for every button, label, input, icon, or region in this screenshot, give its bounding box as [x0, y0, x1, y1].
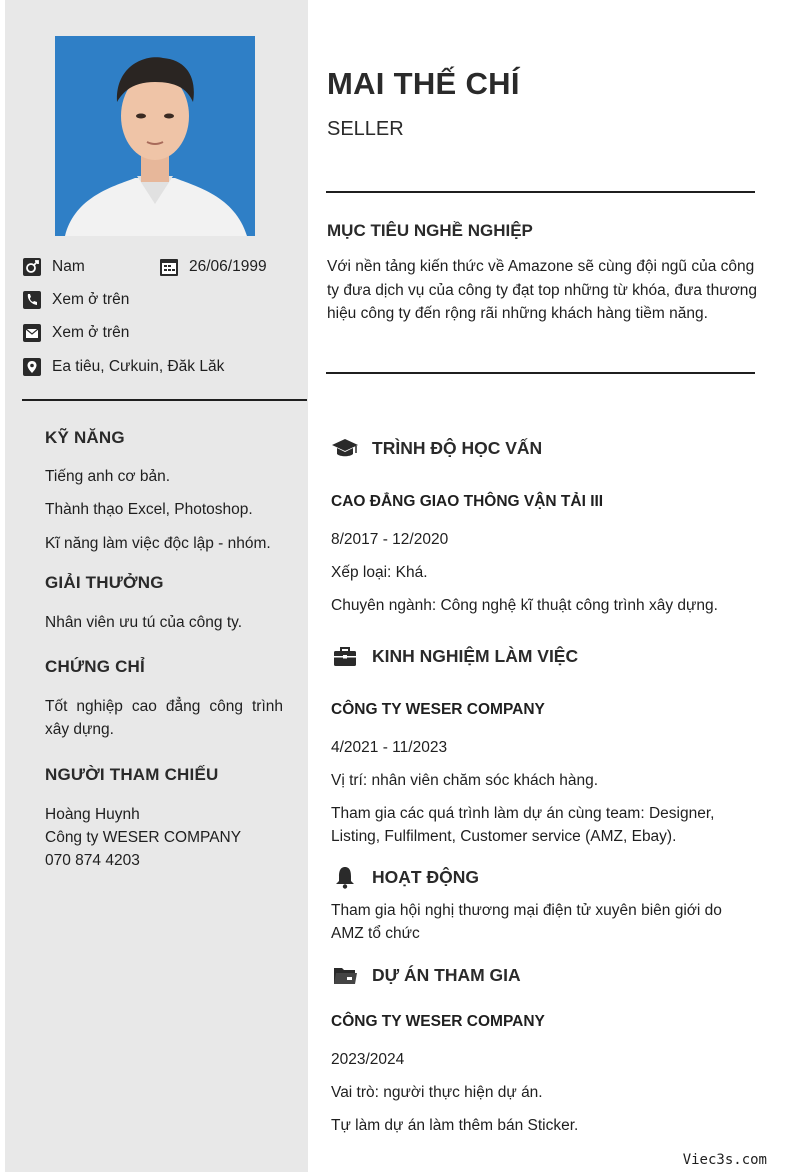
- reference-phone: 070 874 4203: [45, 852, 140, 869]
- skills-title: KỸ NĂNG: [45, 428, 125, 447]
- reference-company: Công ty WESER COMPANY: [45, 829, 242, 846]
- birthdate-row: [159, 255, 267, 279]
- activities-title: HOẠT ĐỘNG: [372, 866, 479, 887]
- folder-icon: [331, 961, 359, 989]
- projects-heading: [331, 961, 521, 989]
- education-major: Chuyên ngành: Công nghệ kĩ thuật công trình xây dựng.: [331, 597, 718, 614]
- skill-item: Tiếng anh cơ bản.: [45, 468, 171, 485]
- objective-text: Với nền tảng kiến thức về Amazone sẽ cùng đội ngũ của công ty đưa dịch vụ của công ty đạt top những từ khóa, đưa thương hiệu công ty đến rộng rãi những khách hàng tiềm năng.: [327, 258, 757, 322]
- certificate-item: Tốt nghiệp cao đẳng công trình xây dựng.: [45, 698, 283, 738]
- experience-description: Tham gia các quá trình làm dự án cùng team: Designer, Listing, Fulfilment, Customer service (AMZ, Ebay).: [331, 805, 715, 845]
- skill-item: Kĩ năng làm việc độc lập - nhóm.: [45, 535, 271, 552]
- education-period: 8/2017 - 12/2020: [331, 531, 449, 548]
- gender-icon: [22, 257, 42, 277]
- reference-person: Hoàng Huynh: [45, 806, 140, 823]
- experience-position: Vị trí: nhân viên chăm sóc khách hàng.: [331, 772, 599, 789]
- projects-title: DỰ ÁN THAM GIA: [372, 964, 521, 985]
- gender-text: Nam: [52, 258, 85, 275]
- address-text: Ea tiêu, Cưkuin, Đăk Lăk: [52, 358, 225, 375]
- projects-role: Vai trò: người thực hiện dự án.: [331, 1084, 543, 1101]
- education-school: CAO ĐẲNG GIAO THÔNG VẬN TẢI III: [331, 493, 604, 510]
- graduation-cap-icon: [331, 434, 359, 462]
- experience-title: KINH NGHIỆM LÀM VIỆC: [372, 645, 579, 666]
- activities-text: Tham gia hội nghị thương mại điện tử xuyên biên giới do AMZ tổ chức: [331, 902, 722, 942]
- education-title: TRÌNH ĐỘ HỌC VẤN: [372, 437, 543, 458]
- envelope-icon: [22, 323, 42, 343]
- phone-icon: [22, 290, 42, 310]
- briefcase-icon: [331, 642, 359, 670]
- education-heading: [331, 434, 542, 462]
- candidate-name: MAI THẾ CHÍ: [327, 66, 520, 101]
- activities-heading: [331, 863, 479, 891]
- experience-heading: [331, 642, 578, 670]
- profile-photo: [55, 36, 255, 236]
- bell-icon: [331, 863, 359, 891]
- award-item: Nhân viên ưu tú của công ty.: [45, 614, 243, 631]
- objective-divider: [326, 372, 755, 374]
- email-row: [22, 321, 129, 345]
- experience-period: 4/2021 - 11/2023: [331, 739, 448, 756]
- certificates-title: CHỨNG CHỈ: [45, 657, 145, 676]
- candidate-role: SELLER: [327, 118, 404, 140]
- projects-task: Tự làm dự án làm thêm bán Sticker.: [331, 1117, 579, 1134]
- birthdate-text: 26/06/1999: [189, 258, 267, 275]
- phone-text: Xem ở trên: [52, 291, 130, 308]
- phone-row: [22, 288, 129, 312]
- awards-title: GIẢI THƯỞNG: [45, 573, 164, 592]
- projects-company: CÔNG TY WESER COMPANY: [331, 1013, 545, 1030]
- skill-item: Thành thạo Excel, Photoshop.: [45, 501, 253, 518]
- calendar-icon: [159, 257, 179, 277]
- education-grade: Xếp loại: Khá.: [331, 564, 428, 581]
- map-pin-icon: [22, 357, 42, 377]
- sidebar-divider: [22, 399, 307, 401]
- address-row: [22, 355, 224, 379]
- header-divider: [326, 191, 755, 193]
- projects-period: 2023/2024: [331, 1051, 405, 1068]
- watermark: Viec3s.com: [682, 1152, 767, 1168]
- experience-company: CÔNG TY WESER COMPANY: [331, 701, 545, 718]
- references-title: NGƯỜI THAM CHIẾU: [45, 765, 219, 784]
- gender-row: [22, 255, 85, 279]
- email-text: Xem ở trên: [52, 324, 130, 341]
- objective-title: MỤC TIÊU NGHỀ NGHIỆP: [327, 221, 533, 240]
